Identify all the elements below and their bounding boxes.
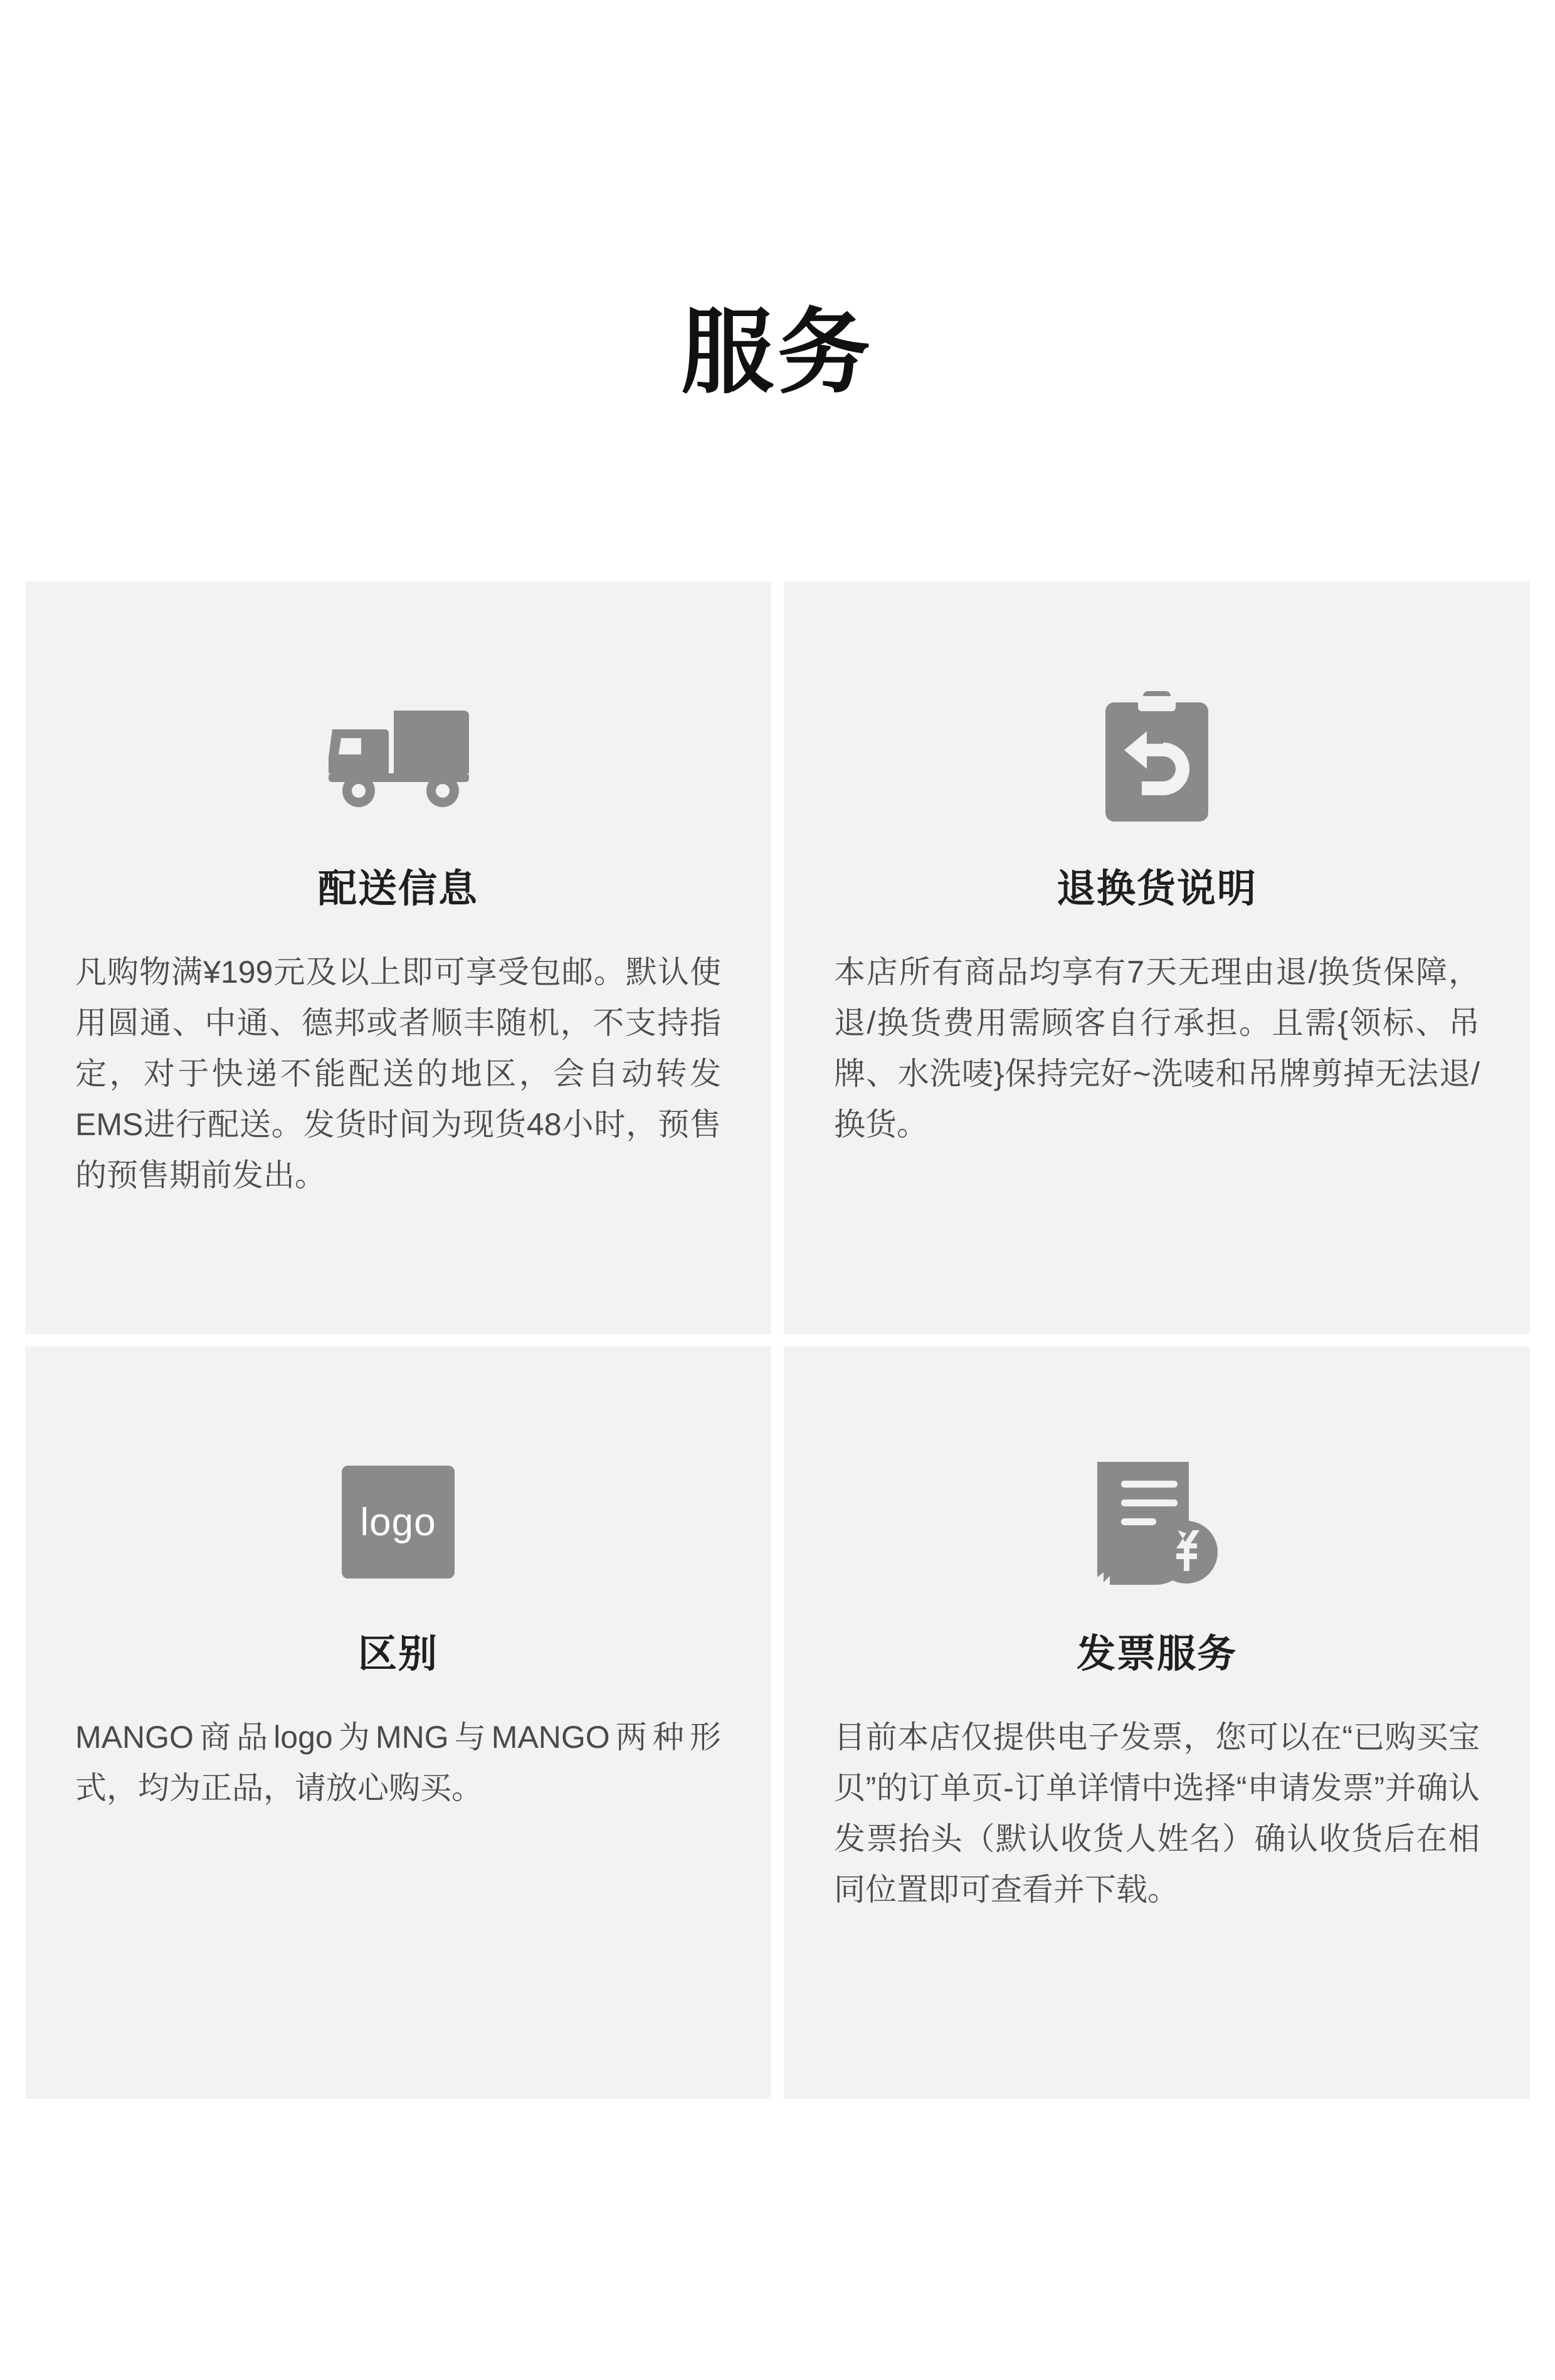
service-cards-grid bbox=[38, 581, 1517, 2099]
card-body: 凡购物满¥199元及以上即可享受包邮。默认使用圆通、中通、德邦或者顺丰随机，不支持指定，对于快递不能配送的地区，会自动转发EMS进行配送。发货时间为现货48小时，预售的预售期前发出。 bbox=[75, 955, 721, 1193]
delivery-truck-icon bbox=[320, 675, 477, 838]
page-title: 服务 bbox=[681, 301, 874, 405]
card-body: 目前本店仅提供电子发票，您可以在“已购买宝贝”的订单页-订单详情中选择“申请发票”并确认发票抬头（默认收货人姓名）确认收货后在相同位置即可查看并下载。 bbox=[834, 1720, 1480, 1908]
service-card-invoice bbox=[784, 1346, 1530, 2099]
card-title: 退换货说明 bbox=[1056, 867, 1257, 911]
invoice-receipt-icon bbox=[1091, 1441, 1223, 1604]
card-title: 区别 bbox=[357, 1632, 438, 1676]
service-card-returns bbox=[784, 581, 1530, 1334]
return-clipboard-icon bbox=[1100, 675, 1213, 838]
card-body: 本店所有商品均享有7天无理由退/换货保障，退/换货费用需顾客自行承担。且需{领标、吊牌、水洗唛}保持完好~洗唛和吊牌剪掉无法退/换货。 bbox=[834, 955, 1480, 1143]
card-title: 发票服务 bbox=[1076, 1632, 1237, 1676]
service-card-difference bbox=[25, 1346, 771, 2099]
card-title: 配送信息 bbox=[317, 867, 478, 911]
service-page bbox=[0, 62, 1555, 2380]
service-card-delivery bbox=[25, 581, 771, 1334]
card-body: MANGO商品logo为MNG与MANGO两种形式，均为正品，请放心购买。 bbox=[75, 1720, 721, 1806]
logo-box-label: logo bbox=[360, 1500, 436, 1544]
logo-box-icon bbox=[342, 1441, 455, 1604]
